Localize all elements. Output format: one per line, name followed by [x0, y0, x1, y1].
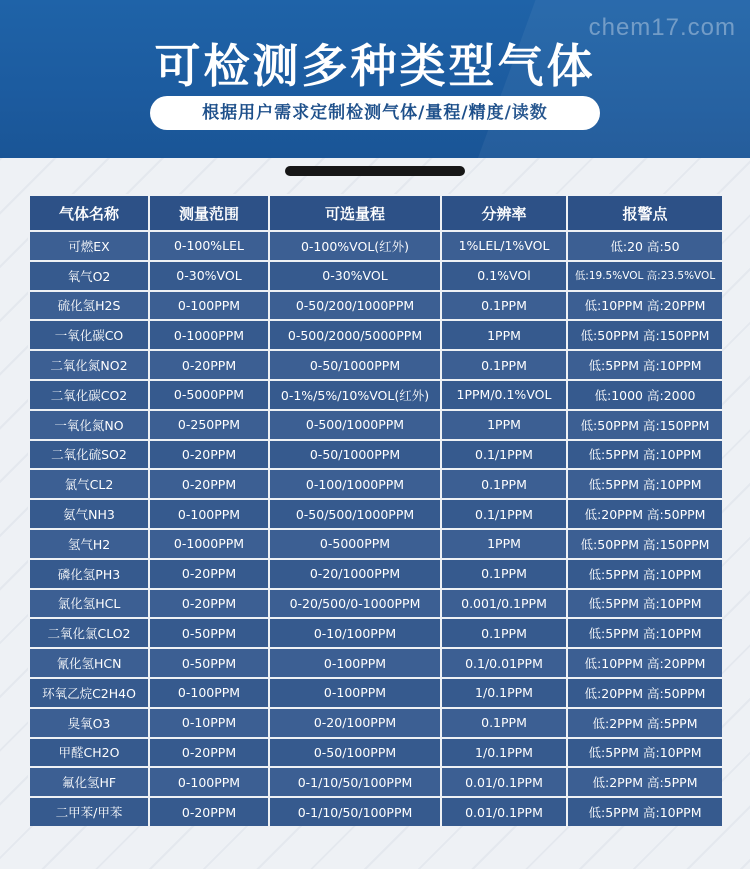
- column-resolution-cell: 1PPM/0.1%VOL: [442, 381, 566, 409]
- column-optional-range-cell: 0-50/1000PPM: [270, 351, 440, 379]
- column-alarm-point-cell: 低:2PPM 高:5PPM: [568, 709, 722, 737]
- column-alarm-point-cell: 低:20PPM 高:50PPM: [568, 679, 722, 707]
- column-alarm-point-cell: 低:5PPM 高:10PPM: [568, 470, 722, 498]
- column-resolution-cell: 0.1/0.01PPM: [442, 649, 566, 677]
- table-row: [30, 470, 722, 498]
- table-row: [30, 500, 722, 528]
- column-alarm-point-cell: 低:5PPM 高:10PPM: [568, 351, 722, 379]
- column-resolution-cell: 0.1PPM: [442, 619, 566, 647]
- column-alarm-point-cell: 低:50PPM 高:150PPM: [568, 530, 722, 558]
- column-alarm-point-cell: 低:5PPM 高:10PPM: [568, 560, 722, 588]
- column-optional-range-cell: 0-1%/5%/10%VOL(红外): [270, 381, 440, 409]
- column-resolution-cell: 0.1PPM: [442, 292, 566, 320]
- column-gas-name-cell: 硫化氢H2S: [30, 292, 148, 320]
- column-gas-name-cell: 二甲苯/甲苯: [30, 798, 148, 826]
- column-gas-name-cell: 二氧化碳CO2: [30, 381, 148, 409]
- column-gas-name-cell: 二氧化硫SO2: [30, 441, 148, 469]
- watermark: chem17.com: [588, 14, 736, 41]
- column-gas-name-cell: 氯化氢HCL: [30, 590, 148, 618]
- table-row: [30, 262, 722, 290]
- column-optional-range-cell: 0-5000PPM: [270, 530, 440, 558]
- column-gas-name-cell: 氢气H2: [30, 530, 148, 558]
- column-optional-range-cell: 0-10/100PPM: [270, 619, 440, 647]
- column-measure-range-cell: 0-1000PPM: [150, 321, 268, 349]
- column-optional-range-header: 可选量程: [270, 196, 440, 230]
- column-gas-name-cell: 可燃EX: [30, 232, 148, 260]
- column-alarm-point-cell: 低:50PPM 高:150PPM: [568, 411, 722, 439]
- column-alarm-point-cell: 低:5PPM 高:10PPM: [568, 798, 722, 826]
- column-measure-range-cell: 0-100PPM: [150, 768, 268, 796]
- column-measure-range-cell: 0-20PPM: [150, 560, 268, 588]
- table-row: [30, 798, 722, 826]
- column-gas-name-cell: 氯气CL2: [30, 470, 148, 498]
- table-row: [30, 232, 722, 260]
- column-gas-name-header: 气体名称: [30, 196, 148, 230]
- column-gas-name-cell: 二氧化氯CLO2: [30, 619, 148, 647]
- column-gas-name-cell: 环氧乙烷C2H4O: [30, 679, 148, 707]
- column-alarm-point-cell: 低:19.5%VOL 高:23.5%VOL: [568, 262, 722, 290]
- column-gas-name-cell: 一氧化氮NO: [30, 411, 148, 439]
- gas-spec-table-container: [28, 194, 722, 826]
- column-optional-range-cell: 0-500/1000PPM: [270, 411, 440, 439]
- column-gas-name-cell: 二氧化氮NO2: [30, 351, 148, 379]
- column-alarm-point-cell: 低:10PPM 高:20PPM: [568, 649, 722, 677]
- column-measure-range-cell: 0-20PPM: [150, 470, 268, 498]
- page-title: 可检测多种类型气体: [154, 39, 596, 93]
- column-measure-range-cell: 0-100%LEL: [150, 232, 268, 260]
- column-gas-name-cell: 甲醛CH2O: [30, 739, 148, 767]
- subtitle-badge: 根据用户需求定制检测气体/量程/精度/读数: [150, 96, 600, 130]
- column-measure-range-cell: 0-250PPM: [150, 411, 268, 439]
- column-resolution-cell: 1PPM: [442, 321, 566, 349]
- column-resolution-cell: 1/0.1PPM: [442, 739, 566, 767]
- column-alarm-point-cell: 低:2PPM 高:5PPM: [568, 768, 722, 796]
- column-resolution-cell: 1PPM: [442, 411, 566, 439]
- column-alarm-point-cell: 低:50PPM 高:150PPM: [568, 321, 722, 349]
- column-measure-range-cell: 0-50PPM: [150, 649, 268, 677]
- table-row: [30, 292, 722, 320]
- column-optional-range-cell: 0-30%VOL: [270, 262, 440, 290]
- gas-spec-table: [28, 194, 724, 828]
- table-row: [30, 411, 722, 439]
- column-measure-range-cell: 0-20PPM: [150, 441, 268, 469]
- column-alarm-point-cell: 低:5PPM 高:10PPM: [568, 619, 722, 647]
- column-optional-range-cell: 0-20/100PPM: [270, 709, 440, 737]
- column-optional-range-cell: 0-500/2000/5000PPM: [270, 321, 440, 349]
- table-row: [30, 679, 722, 707]
- column-optional-range-cell: 0-50/1000PPM: [270, 441, 440, 469]
- column-gas-name-cell: 氟化氢HF: [30, 768, 148, 796]
- column-measure-range-cell: 0-20PPM: [150, 798, 268, 826]
- column-resolution-cell: 0.01/0.1PPM: [442, 768, 566, 796]
- column-resolution-cell: 1PPM: [442, 530, 566, 558]
- table-row: [30, 709, 722, 737]
- column-optional-range-cell: 0-100/1000PPM: [270, 470, 440, 498]
- column-alarm-point-cell: 低:20 高:50: [568, 232, 722, 260]
- table-row: [30, 590, 722, 618]
- column-alarm-point-cell: 低:5PPM 高:10PPM: [568, 441, 722, 469]
- column-measure-range-cell: 0-20PPM: [150, 351, 268, 379]
- column-optional-range-cell: 0-1/10/50/100PPM: [270, 768, 440, 796]
- column-gas-name-cell: 氰化氢HCN: [30, 649, 148, 677]
- column-alarm-point-cell: 低:1000 高:2000: [568, 381, 722, 409]
- column-resolution-cell: 1%LEL/1%VOL: [442, 232, 566, 260]
- table-header-row: [30, 196, 722, 230]
- column-measure-range-cell: 0-5000PPM: [150, 381, 268, 409]
- column-alarm-point-cell: 低:5PPM 高:10PPM: [568, 590, 722, 618]
- column-optional-range-cell: 0-100PPM: [270, 649, 440, 677]
- column-optional-range-cell: 0-50/500/1000PPM: [270, 500, 440, 528]
- column-alarm-point-cell: 低:5PPM 高:10PPM: [568, 739, 722, 767]
- column-resolution-cell: 0.01/0.1PPM: [442, 798, 566, 826]
- column-alarm-point-cell: 低:20PPM 高:50PPM: [568, 500, 722, 528]
- column-optional-range-cell: 0-50/100PPM: [270, 739, 440, 767]
- divider-bar: [285, 166, 465, 176]
- column-gas-name-cell: 磷化氢PH3: [30, 560, 148, 588]
- column-resolution-cell: 0.1PPM: [442, 709, 566, 737]
- table-row: [30, 768, 722, 796]
- column-optional-range-cell: 0-20/500/0-1000PPM: [270, 590, 440, 618]
- column-optional-range-cell: 0-100%VOL(红外): [270, 232, 440, 260]
- column-resolution-cell: 0.1PPM: [442, 560, 566, 588]
- column-gas-name-cell: 臭氧O3: [30, 709, 148, 737]
- table-row: [30, 530, 722, 558]
- table-row: [30, 351, 722, 379]
- table-body: [30, 232, 722, 826]
- header-banner: [0, 0, 750, 158]
- column-measure-range-cell: 0-30%VOL: [150, 262, 268, 290]
- column-measure-range-header: 测量范围: [150, 196, 268, 230]
- column-resolution-cell: 0.1PPM: [442, 470, 566, 498]
- column-measure-range-cell: 0-10PPM: [150, 709, 268, 737]
- table-row: [30, 321, 722, 349]
- column-measure-range-cell: 0-1000PPM: [150, 530, 268, 558]
- column-resolution-cell: 1/0.1PPM: [442, 679, 566, 707]
- table-row: [30, 739, 722, 767]
- table-row: [30, 381, 722, 409]
- column-alarm-point-cell: 低:10PPM 高:20PPM: [568, 292, 722, 320]
- column-resolution-cell: 0.1/1PPM: [442, 500, 566, 528]
- column-resolution-cell: 0.1PPM: [442, 351, 566, 379]
- column-measure-range-cell: 0-100PPM: [150, 500, 268, 528]
- column-measure-range-cell: 0-20PPM: [150, 590, 268, 618]
- column-gas-name-cell: 氨气NH3: [30, 500, 148, 528]
- table-row: [30, 441, 722, 469]
- column-gas-name-cell: 一氧化碳CO: [30, 321, 148, 349]
- column-gas-name-cell: 氧气O2: [30, 262, 148, 290]
- column-resolution-cell: 0.001/0.1PPM: [442, 590, 566, 618]
- column-measure-range-cell: 0-100PPM: [150, 679, 268, 707]
- column-measure-range-cell: 0-100PPM: [150, 292, 268, 320]
- table-row: [30, 649, 722, 677]
- column-optional-range-cell: 0-100PPM: [270, 679, 440, 707]
- column-optional-range-cell: 0-1/10/50/100PPM: [270, 798, 440, 826]
- column-alarm-point-header: 报警点: [568, 196, 722, 230]
- column-resolution-header: 分辨率: [442, 196, 566, 230]
- column-measure-range-cell: 0-20PPM: [150, 739, 268, 767]
- table-row: [30, 619, 722, 647]
- column-measure-range-cell: 0-50PPM: [150, 619, 268, 647]
- column-optional-range-cell: 0-50/200/1000PPM: [270, 292, 440, 320]
- column-resolution-cell: 0.1/1PPM: [442, 441, 566, 469]
- table-row: [30, 560, 722, 588]
- column-resolution-cell: 0.1%VOl: [442, 262, 566, 290]
- column-optional-range-cell: 0-20/1000PPM: [270, 560, 440, 588]
